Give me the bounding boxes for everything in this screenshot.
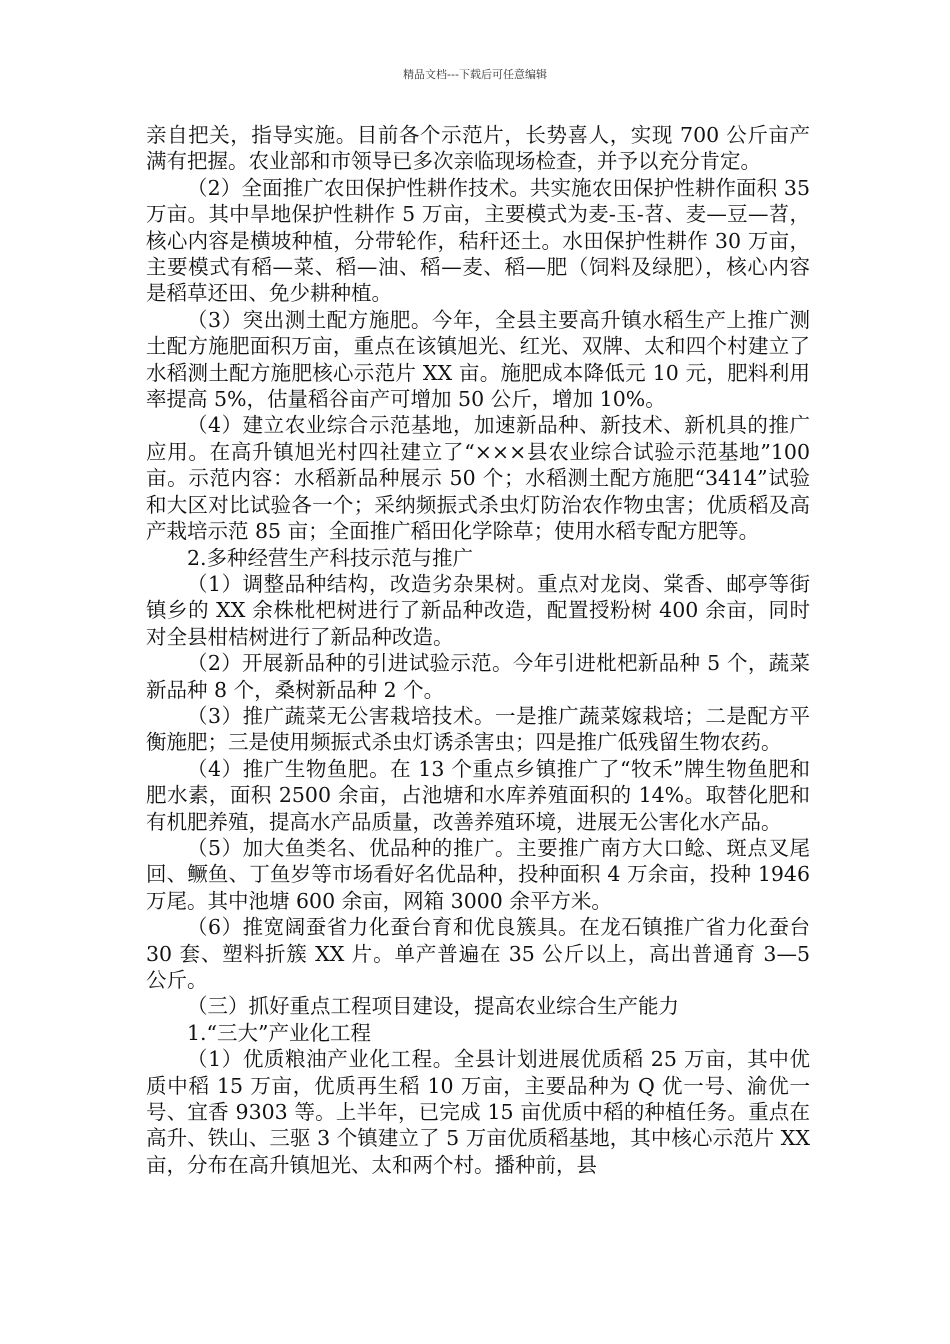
paragraph: （2）全面推广农田保护性耕作技术。共实施农田保护性耕作面积 35 万亩。其中旱地保护性耕作 5 万亩，主要模式为麦-玉-苕、麦—豆—苕，核心内容是横坡种植，分带轮作，秸秆还土。水田保护性耕作 30 万亩，主要模式有稻—菜、稻—油、稻—麦、稻—肥（饲料及绿肥），核心内容是稻草还田、免少耕种植。 bbox=[146, 175, 810, 306]
paragraph: （4）建立农业综合示范基地，加速新品种、新技术、新机具的推广应用。在高升镇旭光村四社建立了“×××县农业综合试验示范基地”100 亩。示范内容：水稻新品种展示 50 个；水稻测土配方施肥“3414”试验和大区对比试验各一个；采纳频振式杀虫灯防治农作物虫害；优质稻及高产栽培示范 85 亩；全面推广稻田化学除草；使用水稻专配方肥等。 bbox=[146, 413, 810, 544]
section-heading: 2.多种经营生产科技示范与推广 bbox=[187, 545, 474, 570]
paragraph: （1）调整品种结构，改造劣杂果树。重点对龙岗、棠香、邮亭等街镇乡的 XX 余株枇杷树进行了新品种改造，配置授粉树 400 余亩，同时对全县柑桔树进行了新品种改造。 bbox=[146, 571, 810, 649]
paragraph: （3）推广蔬菜无公害栽培技术。一是推广蔬菜嫁栽培；二是配方平衡施肥；三是使用频振式杀虫灯诱杀害虫；四是推广低残留生物农药。 bbox=[146, 703, 810, 755]
paragraph: （1）优质粮油产业化工程。全县计划进展优质稻 25 万亩，其中优质中稻 15 万亩，优质再生稻 10 万亩，主要品种为 Q 优一号、渝优一号、宜香 9303 等。上半年，已完成 15 亩优质中稻的种植任务。重点在高升、铁山、三驱 3 个镇建立了 5 万亩优质稻基地，其中核心示范片 XX 亩，分布在高升镇旭光、太和两个村。播种前，县 bbox=[146, 1047, 810, 1177]
section-heading: （三）抓好重点工程项目建设，提高农业综合生产能力 bbox=[187, 994, 679, 1019]
paragraph: （6）推宽阔蚕省力化蚕台育和优良簇具。在龙石镇推广省力化蚕台 30 套、塑料折簇 XX 片。单产普遍在 35 公斤以上，高出普通育 3—5 公斤。 bbox=[146, 915, 810, 992]
section-heading: 1.“三大”产业化工程 bbox=[187, 1020, 372, 1045]
document-body bbox=[146, 122, 810, 1178]
page-header: 精品文档---下载后可任意编辑 bbox=[403, 68, 547, 81]
paragraph: 亲自把关，指导实施。目前各个示范片，长势喜人，实现 700 公斤亩产满有把握。农业部和市领导已多次亲临现场检查，并予以充分肯定。 bbox=[146, 123, 810, 174]
paragraph: （5）加大鱼类名、优品种的推广。主要推广南方大口鲶、斑点叉尾回、鳜鱼、丁鱼岁等市场看好名优品种，投种面积 4 万余亩，投种 1946 万尾。其中池塘 600 余亩，网箱 3000 余平方米。 bbox=[146, 835, 810, 913]
paragraph: （3）突出测土配方施肥。今年，全县主要高升镇水稻生产上推广测土配方施肥面积万亩，重点在该镇旭光、红光、双牌、太和四个村建立了水稻测土配方施肥核心示范片 XX 亩。施肥成本降低元 10 元，肥料利用率提高 5%，估量稻谷亩产可增加 50 公斤，增加 10%。 bbox=[146, 307, 810, 412]
paragraph: （4）推广生物鱼肥。在 13 个重点乡镇推广了“牧禾”牌生物鱼肥和肥水素，面积 2500 余亩，占池塘和水库养殖面积的 14%。取替化肥和有机肥养殖，提高水产品质量，改善养殖环境，进展无公害化水产品。 bbox=[146, 756, 810, 834]
paragraph: （2）开展新品种的引进试验示范。今年引进枇杷新品种 5 个，蔬菜新品种 8 个，桑树新品种 2 个。 bbox=[146, 651, 810, 702]
